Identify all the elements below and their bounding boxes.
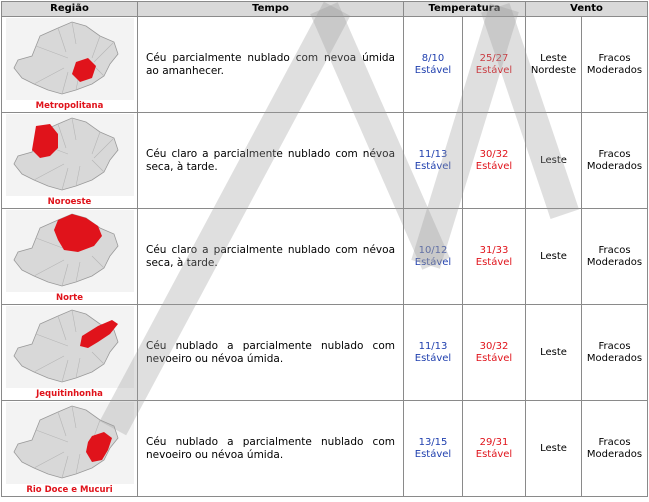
header-row <box>2 2 648 17</box>
region-cell <box>2 209 138 305</box>
tempo-cell: Céu claro a parcialmente nublado com névoa seca, à tarde. <box>138 113 404 209</box>
region-cell <box>2 305 138 401</box>
vento-dir-cell: Leste <box>526 305 582 401</box>
region-cell <box>2 401 138 497</box>
header-temperatura: Temperatura <box>404 2 526 17</box>
vento-int-cell: Fracos Moderados <box>582 209 648 305</box>
tmax-trend: Estável <box>475 256 513 268</box>
header-regiao: Região <box>2 2 138 17</box>
table-row <box>2 401 648 497</box>
region-map <box>6 402 134 484</box>
tmax-trend: Estável <box>475 160 513 172</box>
tmax-cell <box>463 113 526 209</box>
tmin-value: 11/13 <box>418 340 448 352</box>
table-row <box>2 17 648 113</box>
region-map <box>6 18 134 100</box>
region-name: Rio Doce e Mucuri <box>26 485 113 495</box>
table-row <box>2 113 648 209</box>
region-name: Metropolitana <box>35 101 104 111</box>
tempo-cell: Céu claro a parcialmente nublado com névoa seca, à tarde. <box>138 209 404 305</box>
header-tempo: Tempo <box>138 2 404 17</box>
tmin-trend: Estável <box>414 64 452 76</box>
tmax-value: 30/32 <box>479 340 509 352</box>
header-vento: Vento <box>526 2 648 17</box>
tmin-cell <box>404 113 463 209</box>
vento-dir-cell: Leste <box>526 209 582 305</box>
table-row <box>2 209 648 305</box>
tmin-value: 10/12 <box>418 244 448 256</box>
vento-int-cell: Fracos Moderados <box>582 305 648 401</box>
tmax-cell <box>463 305 526 401</box>
region-name: Jequitinhonha <box>36 389 103 399</box>
tempo-cell: Céu parcialmente nublado com nevoa úmida ao amanhecer. <box>138 17 404 113</box>
region-name: Norte <box>56 293 83 303</box>
tmin-cell <box>404 305 463 401</box>
tmin-trend: Estável <box>414 160 452 172</box>
table-row <box>2 305 648 401</box>
tmax-trend: Estável <box>475 352 513 364</box>
tmin-trend: Estável <box>414 352 452 364</box>
region-map <box>6 114 134 196</box>
tmin-value: 11/13 <box>418 148 448 160</box>
tmin-cell <box>404 209 463 305</box>
tmax-value: 31/33 <box>479 244 509 256</box>
tmin-trend: Estável <box>414 448 452 460</box>
tempo-cell: Céu nublado a parcialmente nublado com nevoeiro ou névoa úmida. <box>138 305 404 401</box>
vento-int-cell: Fracos Moderados <box>582 113 648 209</box>
region-name: Noroeste <box>47 197 92 207</box>
region-map <box>6 306 134 388</box>
tmin-cell <box>404 17 463 113</box>
vento-dir-cell: Leste <box>526 113 582 209</box>
tmin-cell <box>404 401 463 497</box>
tmax-value: 29/31 <box>479 436 509 448</box>
vento-dir-cell: Leste <box>526 401 582 497</box>
region-cell <box>2 113 138 209</box>
tmax-value: 25/27 <box>479 52 509 64</box>
tmin-value: 13/15 <box>418 436 448 448</box>
tmax-cell <box>463 401 526 497</box>
tmax-value: 30/32 <box>479 148 509 160</box>
tmin-value: 8/10 <box>421 52 445 64</box>
forecast-table <box>1 1 648 497</box>
tmax-trend: Estável <box>475 448 513 460</box>
vento-int-cell: Fracos Moderados <box>582 17 648 113</box>
tmax-cell <box>463 17 526 113</box>
tempo-cell: Céu nublado a parcialmente nublado com nevoeiro ou névoa úmida. <box>138 401 404 497</box>
tmax-cell <box>463 209 526 305</box>
vento-int-cell: Fracos Moderados <box>582 401 648 497</box>
region-cell <box>2 17 138 113</box>
tmin-trend: Estável <box>414 256 452 268</box>
vento-dir-cell: Leste Nordeste <box>526 17 582 113</box>
tmax-trend: Estável <box>475 64 513 76</box>
region-map <box>6 210 134 292</box>
